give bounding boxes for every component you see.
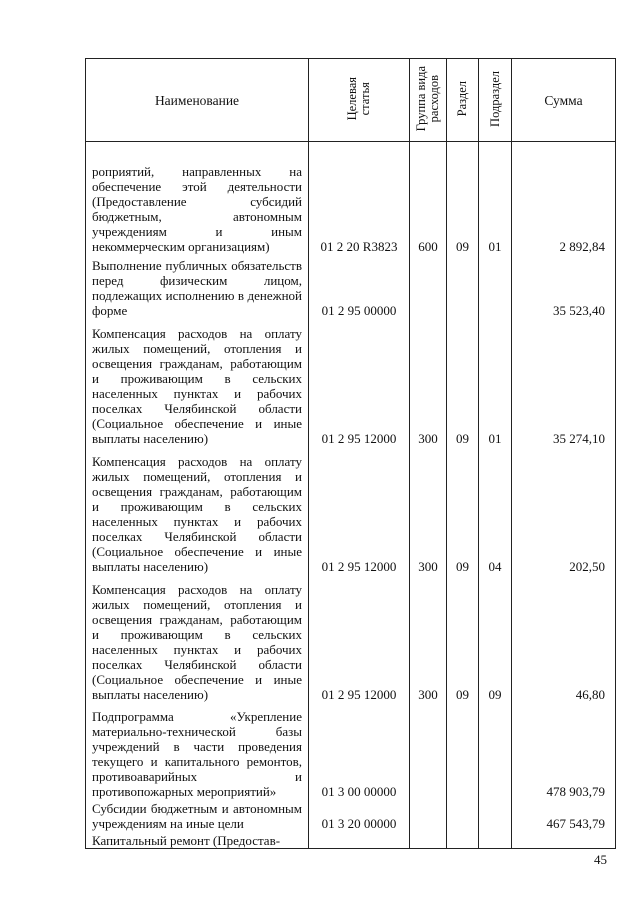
row-section	[447, 254, 479, 318]
row-section: 09	[447, 142, 479, 254]
table-header-row	[86, 59, 616, 142]
row-section: 09	[447, 446, 479, 574]
row-group	[410, 254, 447, 318]
row-subsection: 01	[479, 318, 512, 446]
row-section	[447, 831, 479, 849]
row-target: 01 3 20 00000	[309, 799, 410, 831]
row-target: 01 2 95 12000	[309, 318, 410, 446]
row-group	[410, 831, 447, 849]
row-sum: 478 903,79	[512, 702, 616, 799]
row-subsection	[479, 799, 512, 831]
table-row	[86, 831, 616, 849]
header-subsection: Подраздел	[479, 59, 512, 142]
row-subsection	[479, 702, 512, 799]
row-target: 01 2 20 R3823	[309, 142, 410, 254]
row-section	[447, 702, 479, 799]
row-sum: 202,50	[512, 446, 616, 574]
row-sum: 35 274,10	[512, 318, 616, 446]
table-row	[86, 702, 616, 799]
table-row	[86, 446, 616, 574]
table-row	[86, 574, 616, 702]
row-name: Субсидии бюджетным и автономным учреждениям на иные цели	[86, 799, 309, 831]
row-sum: 35 523,40	[512, 254, 616, 318]
row-name: Компенсация расходов на оплату жилых помещений, отопления и освещения гражданам, работающим и проживающим в сельских населенных пунктах и рабочих поселках Челябинской области (Социальное обеспечение и иные выплаты населению)	[86, 574, 309, 702]
row-name: Компенсация расходов на оплату жилых помещений, отопления и освещения гражданам, работающим и проживающим в сельских населенных пунктах и рабочих поселках Челябинской области (Социальное обеспечение и иные выплаты населению)	[86, 318, 309, 446]
row-target: 01 2 95 12000	[309, 446, 410, 574]
page-number: 45	[594, 852, 607, 867]
table-row	[86, 254, 616, 318]
row-target	[309, 831, 410, 849]
row-subsection: 04	[479, 446, 512, 574]
row-group: 600	[410, 142, 447, 254]
row-name: Капитальный ремонт (Предостав-	[86, 831, 309, 849]
row-group: 300	[410, 446, 447, 574]
table-row	[86, 142, 616, 254]
row-sum: 467 543,79	[512, 799, 616, 831]
header-group: Группа вида расходов	[410, 59, 447, 142]
header-sum: Сумма	[512, 59, 616, 142]
row-section	[447, 799, 479, 831]
table-row	[86, 799, 616, 831]
header-section: Раздел	[447, 59, 479, 142]
header-target: Целевая статья	[309, 59, 410, 142]
row-section: 09	[447, 574, 479, 702]
row-group	[410, 799, 447, 831]
row-subsection: 01	[479, 142, 512, 254]
row-section: 09	[447, 318, 479, 446]
row-name: Подпрограмма «Укрепление материально-технической базы учреждений в части проведения текущего и капитального ремонтов, противоаварийных и противопожарных мероприятий»	[86, 702, 309, 799]
row-sum: 46,80	[512, 574, 616, 702]
row-group	[410, 702, 447, 799]
row-group: 300	[410, 318, 447, 446]
row-name: роприятий, направленных на обеспечение этой деятельности (Предоставление субсидий бюджетным, автономным учреждениям и иным некоммерческим организациям)	[86, 142, 309, 254]
row-sum: 2 892,84	[512, 142, 616, 254]
row-subsection	[479, 254, 512, 318]
header-name: Наименование	[86, 59, 309, 142]
row-sum	[512, 831, 616, 849]
row-subsection: 09	[479, 574, 512, 702]
row-subsection	[479, 831, 512, 849]
row-target: 01 3 00 00000	[309, 702, 410, 799]
row-name: Компенсация расходов на оплату жилых помещений, отопления и освещения гражданам, работающим и проживающим в сельских населенных пунктах и рабочих поселках Челябинской области (Социальное обеспечение и иные выплаты населению)	[86, 446, 309, 574]
table-row	[86, 318, 616, 446]
row-name: Выполнение публичных обязательств перед физическим лицом, подлежащих исполнению в денежной форме	[86, 254, 309, 318]
row-target: 01 2 95 12000	[309, 574, 410, 702]
row-group: 300	[410, 574, 447, 702]
budget-table	[85, 58, 616, 849]
row-target: 01 2 95 00000	[309, 254, 410, 318]
